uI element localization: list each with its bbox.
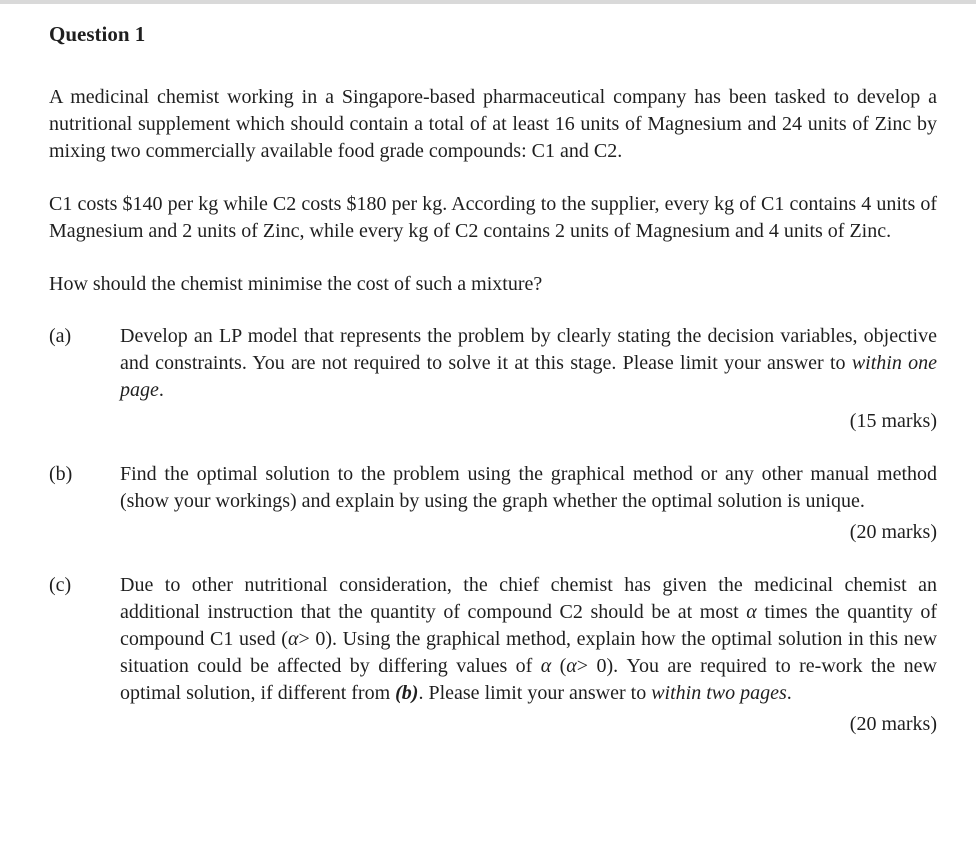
top-divider	[0, 0, 976, 4]
part-a-marks: (15 marks)	[849, 410, 937, 432]
part-a-main: Develop an LP model that represents the problem by clearly stating the decision variables, objective and constraints. You are not required to solve it at this stage. Please limit your answer to	[120, 325, 937, 374]
part-c-text5: > 0). You are required to re-work the new optimal solution, if different from	[120, 655, 937, 704]
part-c	[49, 572, 937, 738]
alpha-symbol: α	[746, 601, 757, 623]
part-b	[49, 461, 937, 546]
part-a-end: .	[158, 379, 164, 401]
document-page	[49, 22, 937, 738]
part-c-end: .	[786, 682, 792, 704]
part-b-label: (b)	[49, 463, 73, 485]
part-c-text3: > 0). Using the graphical method, explain how the optimal solution in this new situation could be affected by differing values of	[120, 628, 938, 677]
part-a-emphasis: within one page	[120, 352, 938, 401]
part-a-label: (a)	[49, 325, 72, 347]
part-c-text1: Due to other nutritional consideration, the chief chemist has given the medicinal chemist an additional instruction that the quantity of compound C2 should be at most	[120, 574, 937, 623]
alpha-symbol: α	[540, 655, 552, 677]
part-c-label: (c)	[49, 574, 72, 596]
part-c-text2: times the quantity of compound C1 used (	[120, 601, 937, 650]
alpha-symbol: α	[287, 628, 299, 650]
part-b-reference: (b)	[395, 682, 419, 704]
part-b-marks: (20 marks)	[849, 521, 937, 543]
part-a-text	[120, 323, 937, 404]
costs-paragraph: C1 costs $140 per kg while C2 costs $180 per kg. According to the supplier, every kg of C1 contains 4 units of Magnesium and 2 units of Zinc, while every kg of C2 contains 2 units of Magnesium and 4 units of Zinc.	[49, 193, 937, 242]
alpha-symbol: α	[566, 655, 577, 677]
part-c-text	[120, 572, 937, 707]
part-a	[49, 323, 937, 435]
part-c-text4: (	[551, 655, 567, 677]
intro-paragraph: A medicinal chemist working in a Singapore-based pharmaceutical company has been tasked to develop a nutritional supplement which should contain a total of at least 16 units of Magnesium and 24 units of Zinc by mixing two commercially available food grade compounds: C1 and C2.	[49, 86, 937, 162]
question-prompt: How should the chemist minimise the cost of such a mixture?	[49, 273, 543, 295]
part-c-text6: . Please limit your answer to	[418, 682, 652, 704]
part-b-text: Find the optimal solution to the problem using the graphical method or any other manual method (show your workings) and explain by using the graph whether the optimal solution is unique.	[120, 463, 937, 512]
part-c-emphasis: within two pages	[651, 682, 787, 704]
part-c-marks: (20 marks)	[849, 713, 937, 735]
question-title: Question 1	[49, 22, 146, 46]
